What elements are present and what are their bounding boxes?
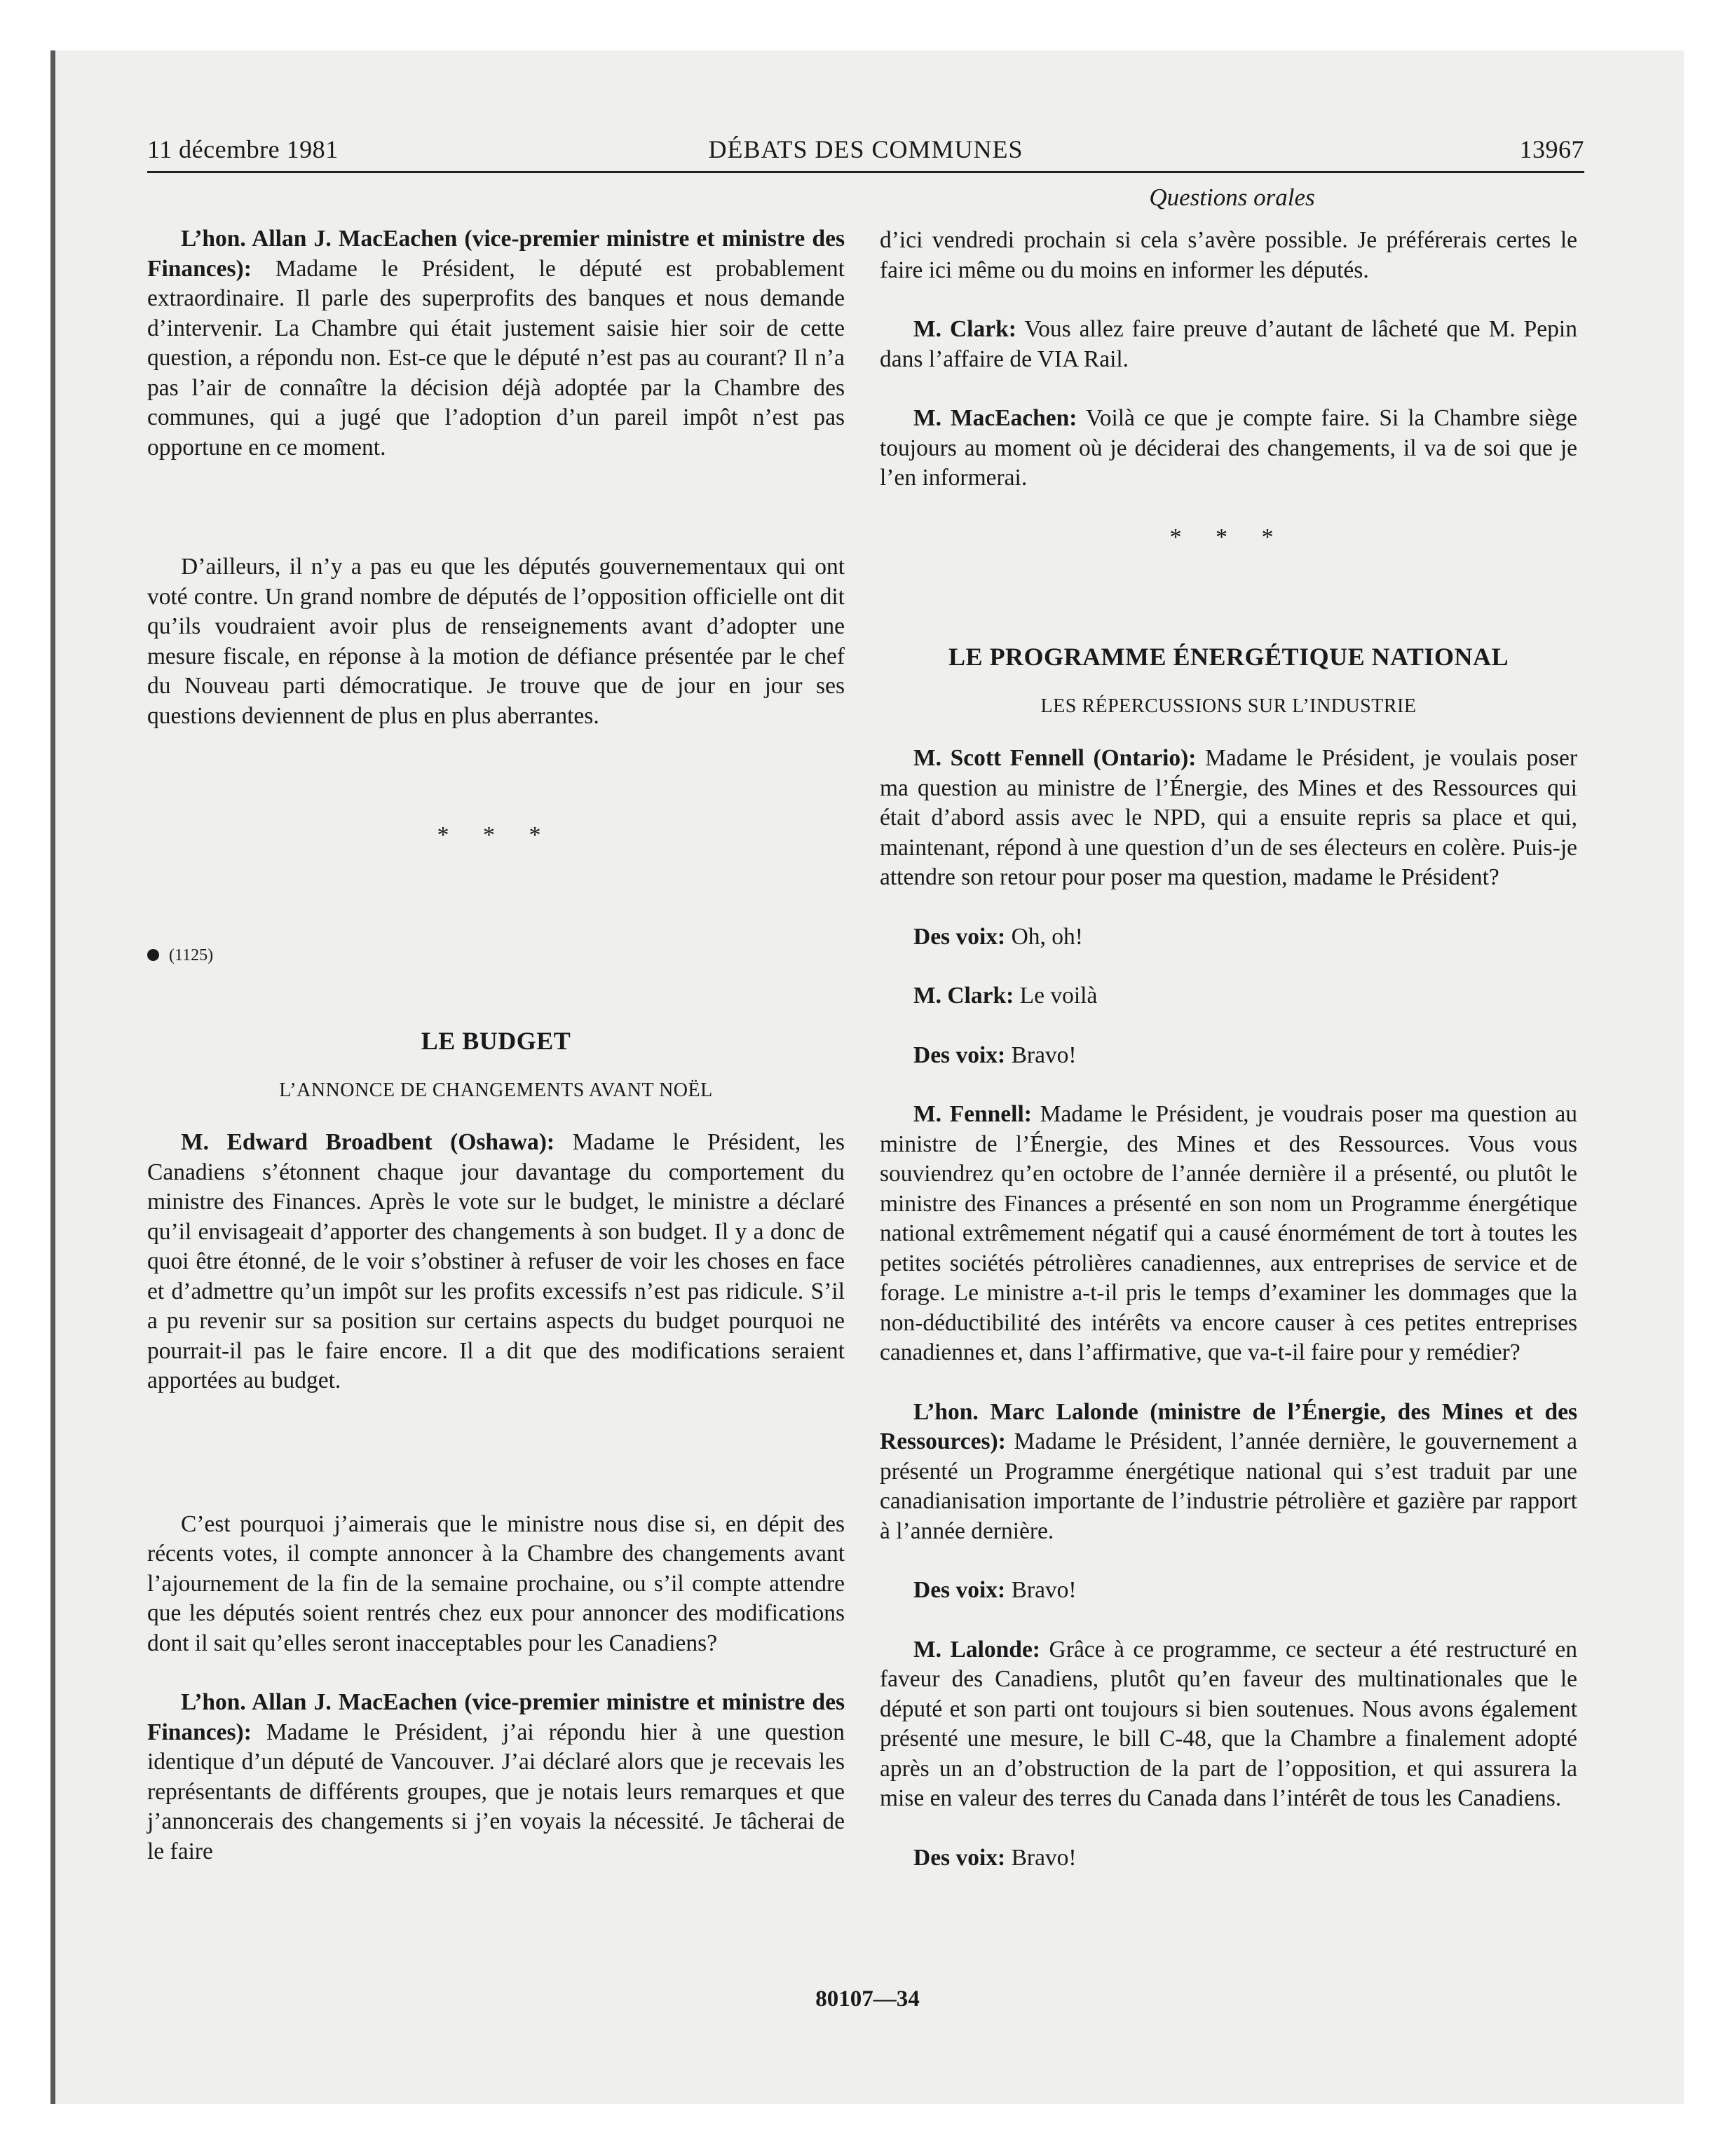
left-column [147, 224, 845, 1896]
speaker-name: M. MacEachen: [913, 405, 1077, 431]
header-title: DÉBATS DES COMMUNES [708, 135, 1023, 163]
speech-text: Voilà ce que je compte faire. Si la Chambre siège toujours au moment où je déciderai des changements, il va de soi que je l’en informerai. [880, 405, 1577, 491]
speaker-name: Des voix: [913, 1844, 1006, 1871]
paragraph: C’est pourquoi j’aimerais que le ministre nous dise si, en dépit des récents votes, il compte annoncer à la Chambre des changements avant l’ajournement de la fin de la semaine prochaine, ou s’il compte attendre que les députés soient rentrés chez eux pour annoncer des modifications dont il sait qu’elles seront inacceptables pour les Canadiens? [147, 1510, 845, 1656]
paragraph [880, 1635, 1577, 1814]
scan-edge-shadow [50, 50, 55, 2104]
speaker-name: M. Clark: [913, 983, 1014, 1009]
paragraph [880, 1843, 1577, 1874]
paragraph [147, 224, 845, 463]
section-label: Questions orales [1149, 184, 1315, 211]
speech-text: Le voilà [1014, 983, 1098, 1009]
page-header [147, 135, 1584, 173]
paragraph: d’ici vendredi prochain si cela s’avère possible. Je préférerais certes le faire ici même ou du moins en informer les députés. [880, 227, 1577, 283]
section-subheading: LES RÉPERCUSSIONS SUR L’INDUSTRIE [1040, 695, 1417, 717]
speaker-name: L’hon. Marc Lalonde (ministre de l’Énergie, des Mines et des Ressources): [880, 1398, 1577, 1454]
speaker-name: Des voix: [913, 1577, 1006, 1603]
speech-text: Oh, oh! [1005, 923, 1083, 950]
paragraph [880, 404, 1577, 493]
paragraph [880, 1576, 1577, 1606]
speaker-name: L’hon. Allan J. MacEachen (vice-premier ministre et ministre des Finances): [147, 226, 845, 282]
speech-text: Bravo! [1005, 1844, 1077, 1871]
paragraph [147, 1128, 845, 1396]
bullet-icon [147, 949, 159, 961]
paragraph [880, 1100, 1577, 1368]
speaker-name: M. Edward Broadbent (Oshawa): [181, 1129, 555, 1155]
header-date: 11 décembre 1981 [147, 135, 339, 163]
paragraph [880, 315, 1577, 374]
speaker-name: Des voix: [913, 1042, 1006, 1068]
speech-text: Madame le Président, l’année dernière, le gouvernement a présenté un Programme énergétique national qui s’est traduit par une canadianisation importante de l’industrie pétrolière et gazière par rapport à l’année dernière. [880, 1428, 1577, 1544]
paragraph [880, 922, 1577, 953]
speaker-name: L’hon. Allan J. MacEachen (vice-premier ministre et ministre des Finances): [147, 1689, 845, 1745]
speech-text: Grâce à ce programme, ce secteur a été restructuré en faveur des Canadiens, plutôt qu’en faveur des multinationales que le député et son parti ont toujours si bien soutenues. Nous avons également présenté une mesure, le bill C-48, que la Chambre a finalement adopté après un an d’obstruction de la part de l’opposition, et qui assurera la mise en valeur des terres du Canada dans l’intérêt de tous les Canadiens. [880, 1636, 1577, 1811]
speaker-name: M. Clark: [913, 316, 1016, 342]
section-heading: LE BUDGET [421, 1027, 571, 1055]
paragraph: D’ailleurs, il n’y a pas eu que les députés gouvernementaux qui ont voté contre. Un grand nombre de députés de l’opposition officielle ont dit qu’ils voudraient avoir plus de renseignements avant d’adopter une mesure fiscale, en réponse à la motion de défiance présentée par le chef du Nouveau parti démocratique. Je trouve que de jour en jour ses questions deviennent de plus en plus aberrantes. [147, 554, 845, 729]
time-marker-text: (1125) [169, 946, 214, 964]
paragraph [880, 744, 1577, 893]
section-subheading: L’ANNONCE DE CHANGEMENTS AVANT NOËL [279, 1079, 713, 1101]
section-separator: * * * [437, 822, 555, 848]
speech-text: Vous allez faire preuve d’autant de lâcheté que M. Pepin dans l’affaire de VIA Rail. [880, 316, 1577, 372]
speech-text: Bravo! [1005, 1577, 1077, 1603]
speaker-name: M. Scott Fennell (Ontario): [913, 745, 1197, 771]
section-heading: LE PROGRAMME ÉNERGÉTIQUE NATIONAL [948, 643, 1509, 671]
time-marker [147, 941, 845, 971]
section-separator: * * * [1169, 524, 1288, 550]
speech-text: Madame le Président, j’ai répondu hier à une question identique d’un député de Vancouver. J’ai déclaré alors que je recevais les représentants de différents groupes, que je notais leurs remarques et que j’annoncerais des changements si j’en voyais la nécessité. Je tâcherai de le faire [147, 1719, 845, 1864]
speaker-name: M. Lalonde: [913, 1636, 1040, 1663]
right-column [880, 226, 1577, 1902]
speech-text: Madame le Président, je voudrais poser ma question au ministre de l’Énergie, des Mines et des Ressources. Vous vous souviendrez qu’en octobre de l’année dernière il a présenté, ou plutôt le ministre des Finances a présenté en son nom un Programme énergétique national extrêmement négatif qui a causé énormément de tort à toutes les petites sociétés pétrolières canadiennes, aux entreprises de service et de forage. Le ministre a-t-il pris le temps d’examiner les dommages que la non-déductibilité des intérêts va encore causer à ces petites entreprises canadiennes et, dans l’affirmative, que va-t-il faire pour y remédier? [880, 1101, 1577, 1365]
paragraph [147, 1688, 845, 1867]
paragraph [880, 1041, 1577, 1071]
speaker-name: M. Fennell: [913, 1101, 1032, 1127]
page-footer-code: 80107—34 [815, 1986, 920, 2012]
speech-text: Madame le Président, le député est probablement extraordinaire. Il parle des superprofits des banques et nous demande d’intervenir. La Chambre qui était justement saisie hier soir de cette question, a répondu non. Est-ce que le député n’est pas au courant? Il n’a pas l’air de connaître la décision déjà adoptée par la Chambre des communes, qui a jugé que l’adoption d’un pareil impôt n’est pas opportune en ce moment. [147, 255, 845, 460]
paragraph [880, 1398, 1577, 1547]
header-page-number: 13967 [1519, 135, 1584, 163]
speaker-name: Des voix: [913, 923, 1006, 950]
paragraph [880, 981, 1577, 1011]
speech-text: Madame le Président, les Canadiens s’étonnent chaque jour davantage du comportement du ministre des Finances. Après le vote sur le budget, le ministre a déclaré qu’il envisageait d’apporter des changements à son budget. Il y a donc de quoi être étonné, de le voir s’obstiner à refuser de voir les choses en face et d’admettre qu’un impôt sur les profits excessifs n’est pas ridicule. S’il a pu revenir sur sa position sur certains aspects du budget pourquoi ne pourrait-il pas le faire encore. Il a dit que des modifications seraient apportées au budget. [147, 1129, 845, 1393]
speech-text: Madame le Président, je voulais poser ma question au ministre de l’Énergie, des Mines et des Ressources qui était d’abord assis avec le NPD, qui a ensuite repris sa place et qui, maintenant, répond à une question d’un de ses électeurs en colère. Puis-je attendre son retour pour poser ma question, madame le Président? [880, 745, 1577, 890]
speech-text: Bravo! [1005, 1042, 1077, 1068]
